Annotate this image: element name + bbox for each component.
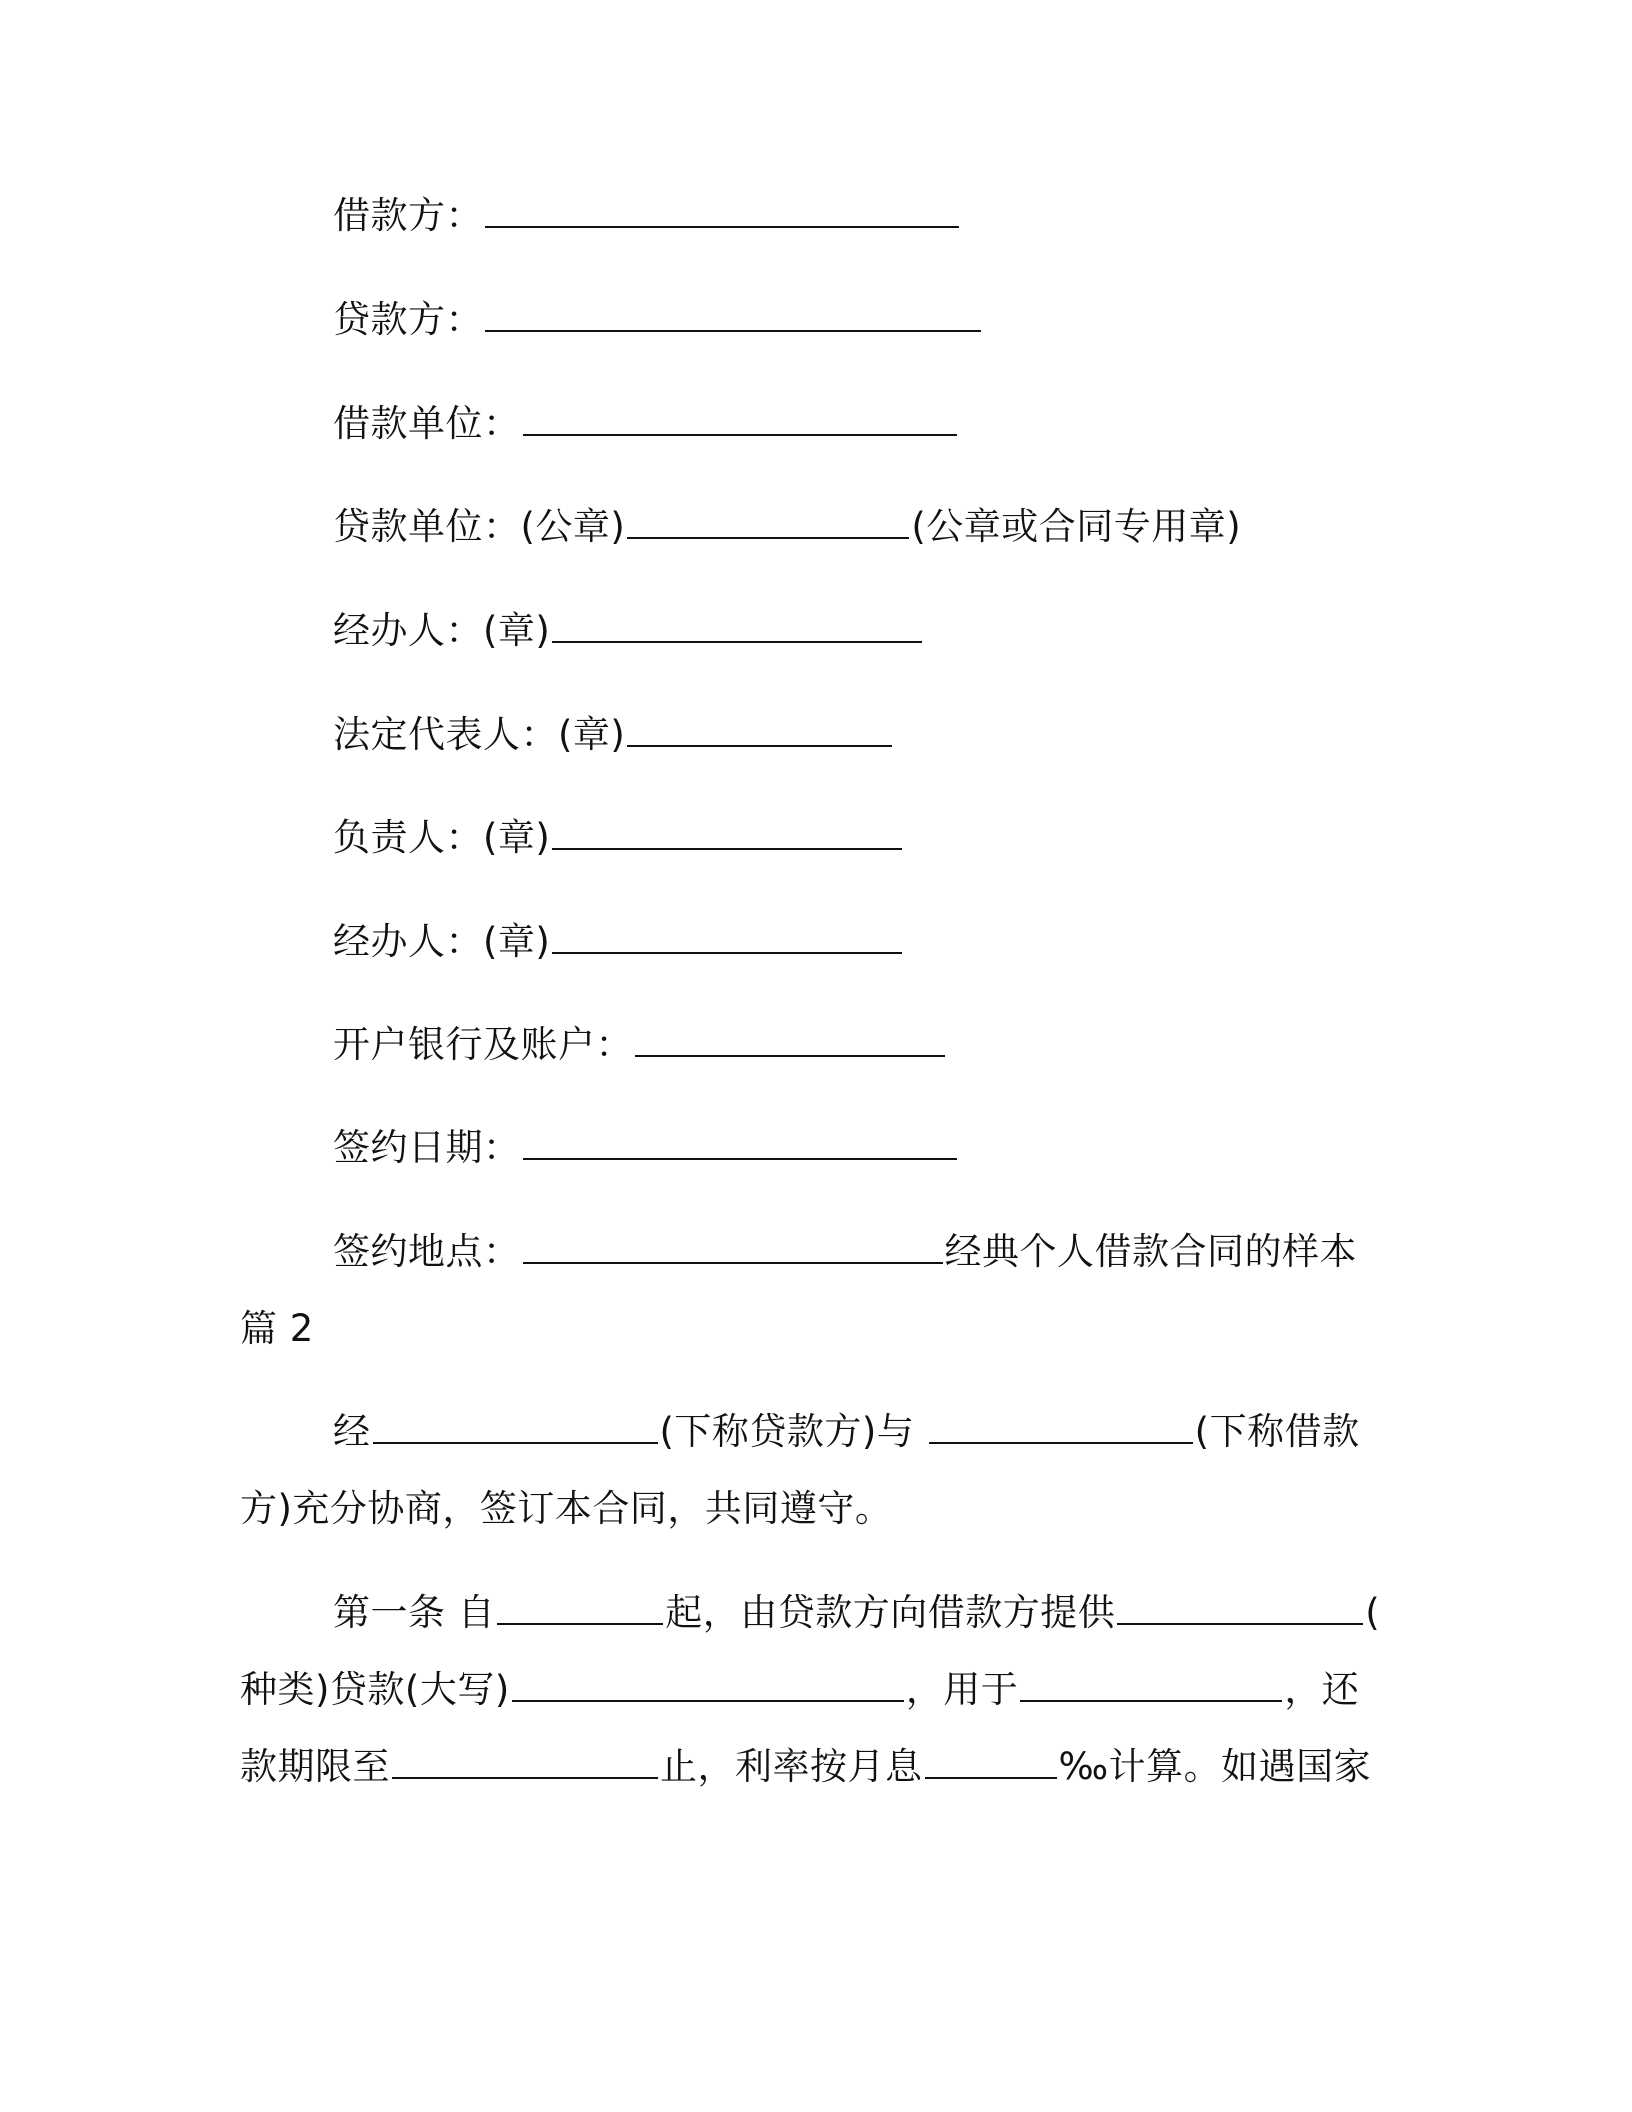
- article-1-text-b: 起，由贷款方向借款方提供: [665, 1591, 1116, 1634]
- handler-blank-2[interactable]: [552, 922, 902, 954]
- article-1-text-c: (: [1365, 1591, 1381, 1634]
- section-number: 篇 2: [240, 1307, 314, 1350]
- handler-line-1: [333, 607, 924, 655]
- bank-account-line: [333, 1021, 947, 1069]
- preamble-text-d: 方)充分协商，签订本合同，共同遵守。: [240, 1487, 893, 1530]
- borrowing-unit-line: [333, 400, 959, 448]
- preamble-line-1: [333, 1408, 1360, 1456]
- borrower-line: [333, 192, 961, 240]
- loan-purpose-blank[interactable]: [1020, 1670, 1282, 1702]
- preamble-line-2: [240, 1485, 892, 1533]
- bank-account-label: 开户银行及账户：: [333, 1023, 633, 1066]
- sign-date-blank[interactable]: [523, 1128, 957, 1160]
- preamble-text-a: 经: [333, 1410, 371, 1453]
- person-in-charge-line: [333, 814, 904, 862]
- person-in-charge-blank[interactable]: [552, 818, 902, 850]
- article-1-text-f: ，还: [1284, 1668, 1360, 1711]
- lending-unit-blank[interactable]: [627, 507, 909, 539]
- section-number-line: [240, 1305, 314, 1353]
- sign-place-label: 签约地点：: [333, 1230, 521, 1273]
- article-1-line-1: [333, 1589, 1380, 1637]
- handler-line-2: [333, 918, 904, 966]
- sign-place-line: [333, 1228, 1357, 1276]
- lender-label: 贷款方：: [333, 298, 483, 341]
- article-1-text-d: 种类)贷款(大写): [240, 1668, 510, 1711]
- lending-unit-label: 贷款单位：(公章): [333, 505, 626, 548]
- article-1-line-3: [240, 1743, 1371, 1791]
- loan-type-blank[interactable]: [1117, 1593, 1363, 1625]
- legal-rep-blank[interactable]: [627, 715, 892, 747]
- article-1-text-h: 止，利率按月息: [660, 1745, 923, 1788]
- preamble-text-b: (下称贷款方)与: [659, 1410, 927, 1453]
- article-1-line-2: [240, 1666, 1359, 1714]
- start-date-blank[interactable]: [497, 1593, 663, 1625]
- borrowing-unit-blank[interactable]: [523, 404, 957, 436]
- lending-unit-line: [333, 503, 1241, 551]
- lending-unit-seal-note: (公章或合同专用章): [911, 505, 1242, 548]
- borrowing-unit-label: 借款单位：: [333, 402, 521, 445]
- legal-rep-label: 法定代表人：(章): [333, 713, 626, 756]
- lender-line: [333, 296, 983, 344]
- article-1-text-g: 款期限至: [240, 1745, 390, 1788]
- lender-name-blank[interactable]: [373, 1412, 658, 1444]
- loan-amount-blank[interactable]: [512, 1670, 904, 1702]
- sign-date-line: [333, 1124, 959, 1172]
- legal-rep-line: [333, 711, 894, 759]
- borrower-label: 借款方：: [333, 194, 483, 237]
- repayment-deadline-blank[interactable]: [392, 1747, 658, 1779]
- person-in-charge-label: 负责人：(章): [333, 816, 551, 859]
- article-1-text-i: ‰计算。如遇国家: [1058, 1745, 1372, 1788]
- preamble-text-c: (下称借款: [1194, 1410, 1360, 1453]
- borrower-blank[interactable]: [485, 196, 959, 228]
- sign-date-label: 签约日期：: [333, 1126, 521, 1169]
- sign-place-blank[interactable]: [523, 1232, 943, 1264]
- article-1-text-e: ，用于: [905, 1668, 1019, 1711]
- article-1-text-a: 第一条 自: [333, 1591, 496, 1634]
- handler-label-1: 经办人：(章): [333, 609, 551, 652]
- interest-rate-blank[interactable]: [925, 1747, 1057, 1779]
- bank-account-blank[interactable]: [635, 1025, 945, 1057]
- lender-blank[interactable]: [485, 300, 981, 332]
- borrower-name-blank[interactable]: [929, 1412, 1193, 1444]
- handler-blank-1[interactable]: [552, 611, 922, 643]
- section-title: 经典个人借款合同的样本: [944, 1230, 1357, 1273]
- handler-label-2: 经办人：(章): [333, 920, 551, 963]
